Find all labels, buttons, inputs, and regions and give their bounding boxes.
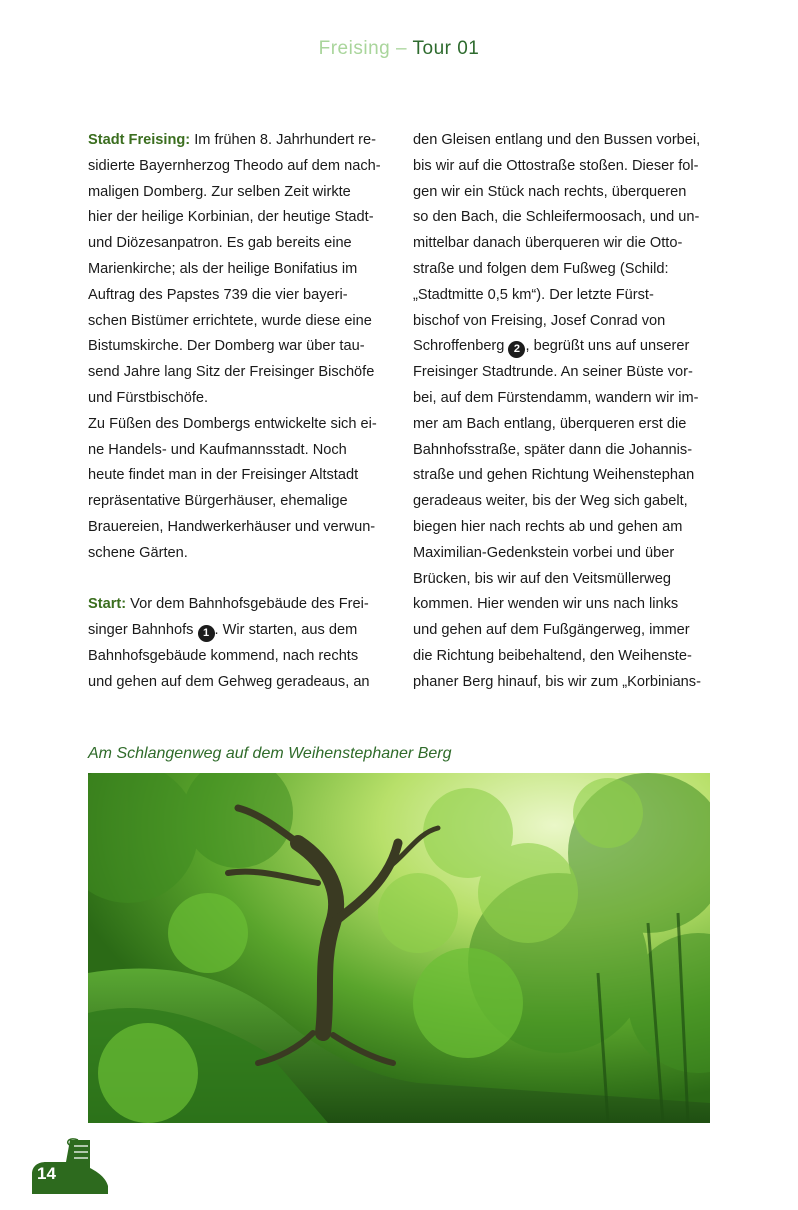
route-text-line: den Gleisen entlang und den Bussen vorbei, (413, 132, 701, 148)
paragraph-text-line: und Diözesanpatron. Es gab bereits eine (88, 235, 352, 252)
route-text-line: straße und folgen dem Fußweg (Schild: (413, 260, 669, 277)
paragraph-text-line: sidierte Bayernherzog Theodo auf dem nach- (88, 157, 381, 174)
paragraph-text-line: maligen Domberg. Zur selben Zeit wirkte (88, 183, 351, 200)
start-text-line: . Wir starten, aus dem (214, 622, 358, 639)
paragraph-text-line: Im frühen 8. Jahrhundert re- (190, 132, 376, 148)
forest-photo-illustration (88, 773, 710, 1123)
page-number: 14 (37, 1164, 56, 1183)
start-label: Start: (88, 596, 127, 613)
route-text-line: , begrüßt uns auf unserer (525, 338, 690, 355)
paragraph-text-line: Marienkirche; als der heilige Bonifatius im (88, 260, 358, 277)
paragraph-start (88, 592, 388, 695)
paragraph-text-line: hier der heilige Korbinian, der heutige Stadt- (88, 209, 374, 226)
route-text-line: bei, auf dem Fürstendamm, wandern wir im- (413, 389, 699, 406)
start-text-line: Vor dem Bahnhofsgebäude des Frei- (126, 596, 369, 613)
paragraph-text-line: repräsentative Bürgerhäuser, ehemalige (88, 493, 348, 510)
route-text-line: gen wir ein Stück nach rechts, überqueren (413, 183, 687, 200)
route-text-line: phaner Berg hinauf, bis wir zum „Korbinians- (413, 673, 701, 690)
route-text-line: „Stadtmitte 0,5 km“). Der letzte Fürst- (413, 286, 654, 303)
route-text-line: und gehen auf dem Fußgängerweg, immer (413, 622, 690, 639)
route-text-line: bis wir auf die Ottostraße stoßen. Dieser fol- (413, 157, 699, 174)
paragraph-text-line: send Jahre lang Sitz der Freisinger Bischöfe (88, 364, 375, 381)
right-text-column (413, 128, 713, 696)
photo-caption: Am Schlangenweg auf dem Weihenstephaner Berg (88, 745, 452, 762)
left-text-column (88, 128, 388, 696)
route-text-line: so den Bach, die Schleifermoosach, und un- (413, 209, 700, 226)
running-header (0, 38, 798, 60)
section-lead-label: Stadt Freising: (88, 132, 191, 148)
route-text-line: Schroffenberg (413, 338, 509, 355)
route-text-line: die Richtung beibehaltend, den Weihenste- (413, 647, 692, 664)
paragraph-text-line: schene Gärten. (88, 544, 188, 561)
route-text-line: Brücken, bis wir auf den Veitsmüllerweg (413, 570, 671, 587)
waypoint-marker-1: 1 (198, 625, 215, 642)
start-text-line: und gehen auf dem Gehweg geradeaus, an (88, 673, 370, 690)
route-text-line: geradeaus weiter, bis der Weg sich gabelt, (413, 493, 688, 510)
start-text-line: Bahnhofsgebäude kommend, nach rechts (88, 647, 359, 664)
start-text-line: singer Bahnhofs (88, 622, 198, 639)
paragraph-text-line: Auftrag des Papstes 739 die vier bayeri- (88, 286, 348, 303)
header-dash: – (395, 38, 408, 59)
route-text-line: bischof von Freising, Josef Conrad von (413, 312, 666, 329)
paragraph-route (413, 128, 713, 696)
paragraph-dombergs (88, 412, 388, 567)
route-text-line: Freisinger Stadtrunde. An seiner Büste vor- (413, 364, 693, 381)
route-text-line: Bahnhofsstraße, später dann die Johannis- (413, 441, 693, 458)
waypoint-marker-2: 2 (508, 341, 525, 358)
forest-photo (88, 773, 710, 1123)
route-text-line: Maximilian-Gedenkstein vorbei und über (413, 544, 675, 561)
paragraph-text-line: schen Bistümer errichtete, wurde diese eine (88, 312, 372, 329)
paragraph-text-line: heute findet man in der Freisinger Altstadt (88, 467, 359, 484)
paragraph-text-line: Zu Füßen des Dombergs entwickelte sich ei- (88, 415, 377, 432)
route-text-line: kommen. Hier wenden wir uns nach links (413, 596, 679, 613)
paragraph-text-line: und Fürstbischöfe. (88, 389, 209, 406)
paragraph-stadt-freising (88, 128, 388, 412)
route-text-line: mittelbar danach überqueren wir die Otto- (413, 235, 683, 252)
header-tour: Tour 01 (412, 38, 480, 59)
route-text-line: mer am Bach entlang, überqueren erst die (413, 415, 687, 432)
route-text-line: biegen hier nach rechts ab und gehen am (413, 518, 683, 535)
paragraph-text-line: Bistumskirche. Der Domberg war über tau- (88, 338, 365, 355)
paragraph-text-line: Brauereien, Handwerkerhäuser und verwun- (88, 518, 376, 535)
paragraph-text-line: ne Handels- und Kaufmannsstadt. Noch (88, 441, 347, 458)
route-text-line: straße und gehen Richtung Weihenstephan (413, 467, 695, 484)
header-place: Freising (318, 38, 391, 59)
